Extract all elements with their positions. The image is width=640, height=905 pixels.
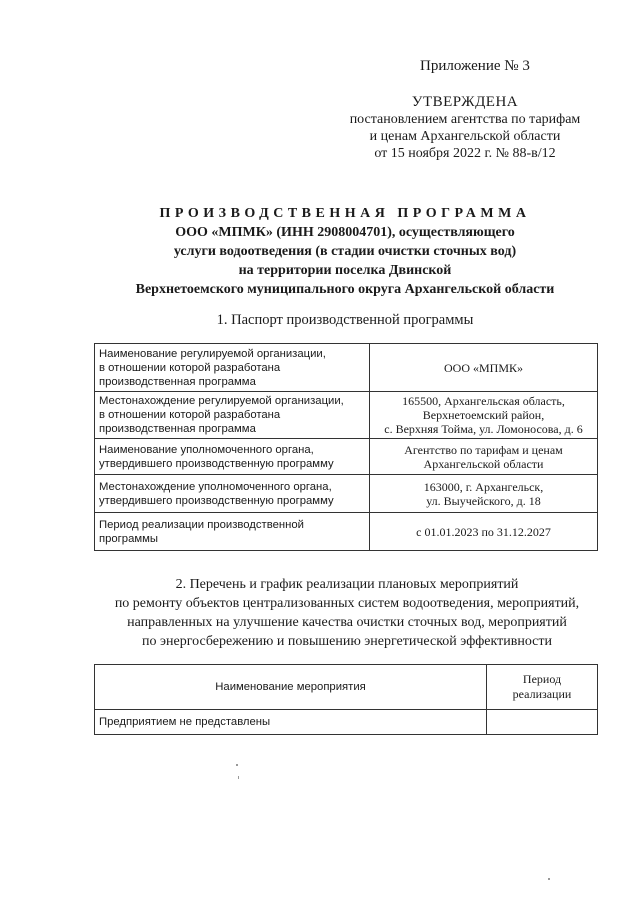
- passport-value: [370, 344, 598, 392]
- value-line: Верхнетоемский район,: [422, 408, 545, 422]
- label-line: утвердившего производственную программу: [99, 494, 334, 507]
- passport-label: [95, 475, 370, 513]
- column-header-period: [487, 665, 598, 710]
- program-title: ПРОИЗВОДСТВЕННАЯ ПРОГРАММА: [159, 206, 531, 221]
- value-line: 163000, г. Архангельск,: [423, 479, 544, 494]
- table-row: [95, 392, 598, 439]
- heading-line: по ремонту объектов централизованных систем водоотведения, мероприятий,: [114, 596, 580, 611]
- program-subtitle-line: ООО «МПМК» (ИНН 2908004701), осуществляющего: [175, 225, 515, 240]
- program-subtitle-line: на территории поселка Двинской: [238, 263, 452, 278]
- passport-label: [95, 344, 370, 392]
- period-cell: [487, 710, 598, 735]
- header-line: реализации: [512, 687, 572, 701]
- passport-label: [95, 513, 370, 551]
- column-header-name: Наименование мероприятия: [95, 665, 487, 710]
- passport-value: [370, 475, 598, 513]
- section1-heading: 1. Паспорт производственной программы: [216, 312, 474, 328]
- table-header-row: [95, 665, 598, 710]
- value-line: Архангельской области: [423, 456, 544, 471]
- label-line: в отношении которой разработана: [99, 361, 281, 374]
- passport-value: [370, 513, 598, 551]
- table-row: [95, 513, 598, 551]
- program-title-block: [100, 204, 590, 299]
- appendix-number: Приложение № 3: [420, 58, 530, 74]
- scan-speck: [236, 764, 238, 766]
- program-subtitle-line: услуги водоотведения (в стадии очистки сточных вод): [173, 244, 517, 259]
- heading-line: направленных на улучшение качества очистки сточных вод, мероприятий: [127, 615, 567, 630]
- label-line: Наименование регулируемой организации,: [99, 347, 326, 360]
- passport-label: [95, 392, 370, 439]
- label-line: утвердившего производственную программу: [99, 457, 334, 470]
- heading-line: 2. Перечень и график реализации плановых мероприятий: [175, 577, 519, 592]
- label-line: Местонахождение уполномоченного органа,: [99, 480, 332, 493]
- measure-cell: Предприятием не представлены: [95, 710, 487, 735]
- label-line: производственная программа: [99, 423, 256, 435]
- table-row: [95, 439, 598, 475]
- approved-title: УТВЕРЖДЕНА: [411, 94, 519, 110]
- value-line: с 01.01.2023 по 31.12.2027: [416, 524, 551, 539]
- passport-table: [94, 343, 598, 551]
- value-line: 165500, Архангельская область,: [402, 394, 565, 408]
- value-line: Агентство по тарифам и ценам: [404, 442, 563, 457]
- value-line: с. Верхняя Тойма, ул. Ломоносова, д. 6: [384, 422, 583, 436]
- label-line: в отношении которой разработана: [99, 409, 281, 421]
- table-row: [95, 475, 598, 513]
- label-line: программы: [99, 532, 159, 545]
- scan-speck: [238, 776, 239, 779]
- approval-line: постановлением агентства по тарифам: [349, 112, 581, 127]
- section2-heading: [90, 575, 604, 651]
- scan-speck: [548, 878, 550, 880]
- heading-line: по энергосбережению и повышению энергетической эффективности: [142, 634, 552, 649]
- label-line: Наименование уполномоченного органа,: [99, 443, 314, 456]
- table-row: [95, 344, 598, 392]
- passport-value: [370, 439, 598, 475]
- passport-value: [370, 392, 598, 439]
- header-line: Период: [522, 672, 562, 686]
- program-subtitle-line: Верхнетоемского муниципального округа Архангельской области: [135, 282, 555, 297]
- passport-label: [95, 439, 370, 475]
- approval-line: и ценам Архангельской области: [369, 129, 561, 144]
- approval-line: от 15 ноября 2022 г. № 88-в/12: [374, 146, 556, 161]
- label-line: производственная программа: [99, 375, 256, 388]
- approval-block: [340, 94, 590, 162]
- label-line: Местонахождение регулируемой организации,: [99, 395, 344, 407]
- measures-table: [94, 664, 598, 735]
- value-line: ул. Выучейского, д. 18: [426, 493, 541, 508]
- table-row: [95, 710, 598, 735]
- value-line: ООО «МПМК»: [443, 360, 523, 375]
- label-line: Период реализации производственной: [99, 518, 304, 531]
